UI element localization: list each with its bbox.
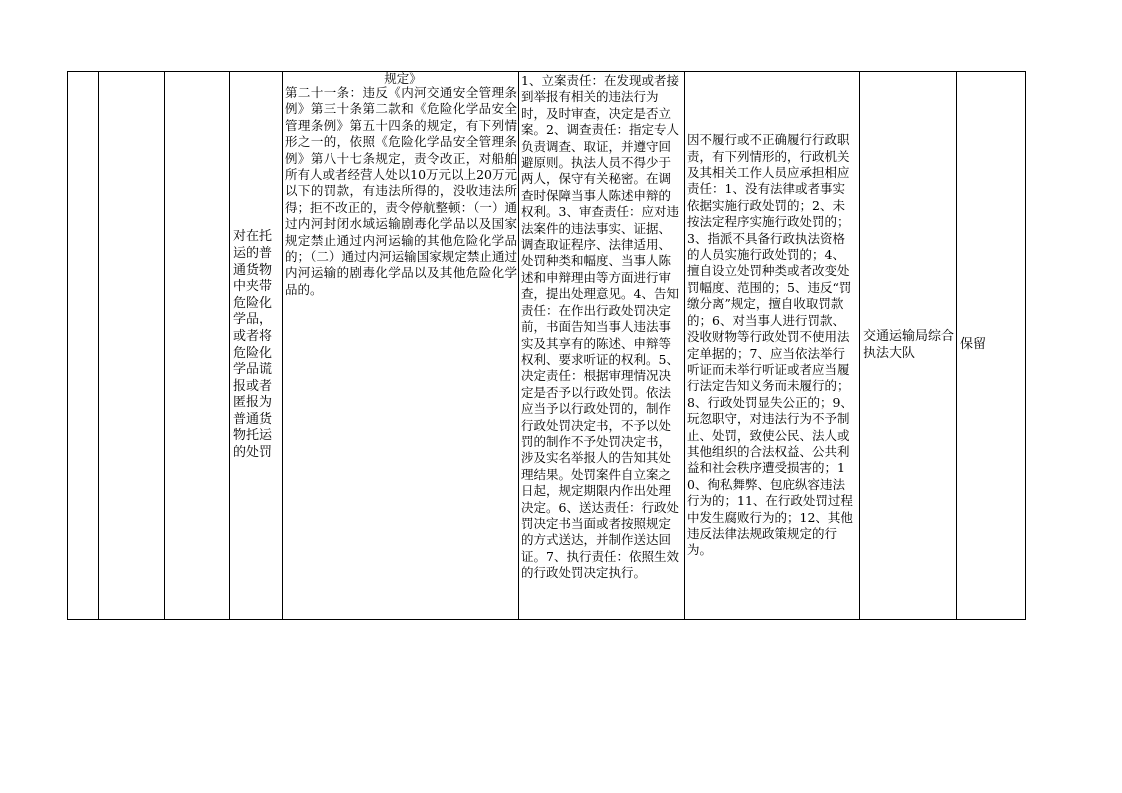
cell-legal-basis [282,72,518,619]
basis-continuation: 规定》 [384,72,422,86]
cell-department [859,72,956,619]
cell-code [164,72,229,619]
liability-text: 因不履行或不正确履行行政职责，有下列情形的，行政机关及其相关工作人员应承担相应责任：1、没有法律或者事实依据实施行政处罚的；2、未按法定程序实施行政处罚的；3、指派不具备行政执法资格的人员实施行政处罚的；4、擅自设立处罚种类或者改变处罚幅度、范围的；5、违反“罚缴分离”规定，擅自收取罚款的；6、对当事人进行罚款、没收财物等行政处罚不使用法定单据的；7、应当依法举行听证而未举行听证或者应当履行法定告知义务而未履行的；8、行政处罚显失公正的；9、玩忽职守，对违法行为不予制止、处罚，致使公民、法人或其他组织的合法权益、公共利益和社会秩序遭受损害的；10、徇私舞弊、包庇纵容违法行为的；11、在行政处罚过程中发生腐败行为的；12、其他违反法律法规政策规定的行为。 [687,132,853,558]
cell-item-name [229,72,282,619]
cell-index [68,72,98,619]
item-name-text: 对在托运的普通货物中夹带危险化学品，或者将危险化学品谎报或者匿报为普通货物托运的处罚 [233,229,273,461]
basis-text: 第二十一条：违反《内河交通安全管理条例》第三十条第二款和《危险化学品安全管理条例》第五十四条的规定，有下列情形之一的，依照《危险化学品安全管理条例》第八十七条规定，责令改正，对船舶所有人或者经营人处以10万元以上20万元以下的罚款，有违法所得的，没收违法所得；拒不改正的，责令停航整顿：（一）通过内河封闭水域运输剧毒化学品以及国家规定禁止通过内河运输的其他危险化学品的；（二）通过内河运输国家规定禁止通过内河运输的剧毒化学品以及其他危险化学品的。 [285,85,517,297]
status-text: 保留 [960,337,987,353]
department-text: 交通运输局综合执法大队 [863,329,955,361]
cell-category [98,72,164,619]
table-sheet [67,71,1026,620]
cell-liability [684,72,859,619]
responsibility-text: 1、立案责任：在发现或者接到举报有相关的违法行为时，及时审查，决定是否立案。2、调查责任：指定专人负责调查、取证，并遵守回避原则。执法人员不得少于两人，保守有关秘密。在调查时保障当事人陈述申辩的权利。3、审查责任：应对违法案件的违法事实、证据、调查取证程序、法律适用、处罚种类和幅度、当事人陈述和申辩理由等方面进行审查，提出处理意见。4、告知责任：在作出行政处罚决定前，书面告知当事人违法事实及其享有的陈述、申辩等权利、要求听证的权利。5、决定责任：根据审理情况决定是否予以行政处罚。依法应当予以行政处罚的，制作行政处罚决定书，不予以处罚的制作不予处罚决定书，涉及实名举报人的告知其处理结果。处罚案件自立案之日起，规定期限内作出处理决定。6、送达责任：行政处罚决定书当面或者按照规定的方式送达，并制作送达回证。7、执行责任：依照生效的行政处罚决定执行。 [521,73,679,581]
cell-status [956,72,1026,619]
cell-responsibility [518,72,684,619]
